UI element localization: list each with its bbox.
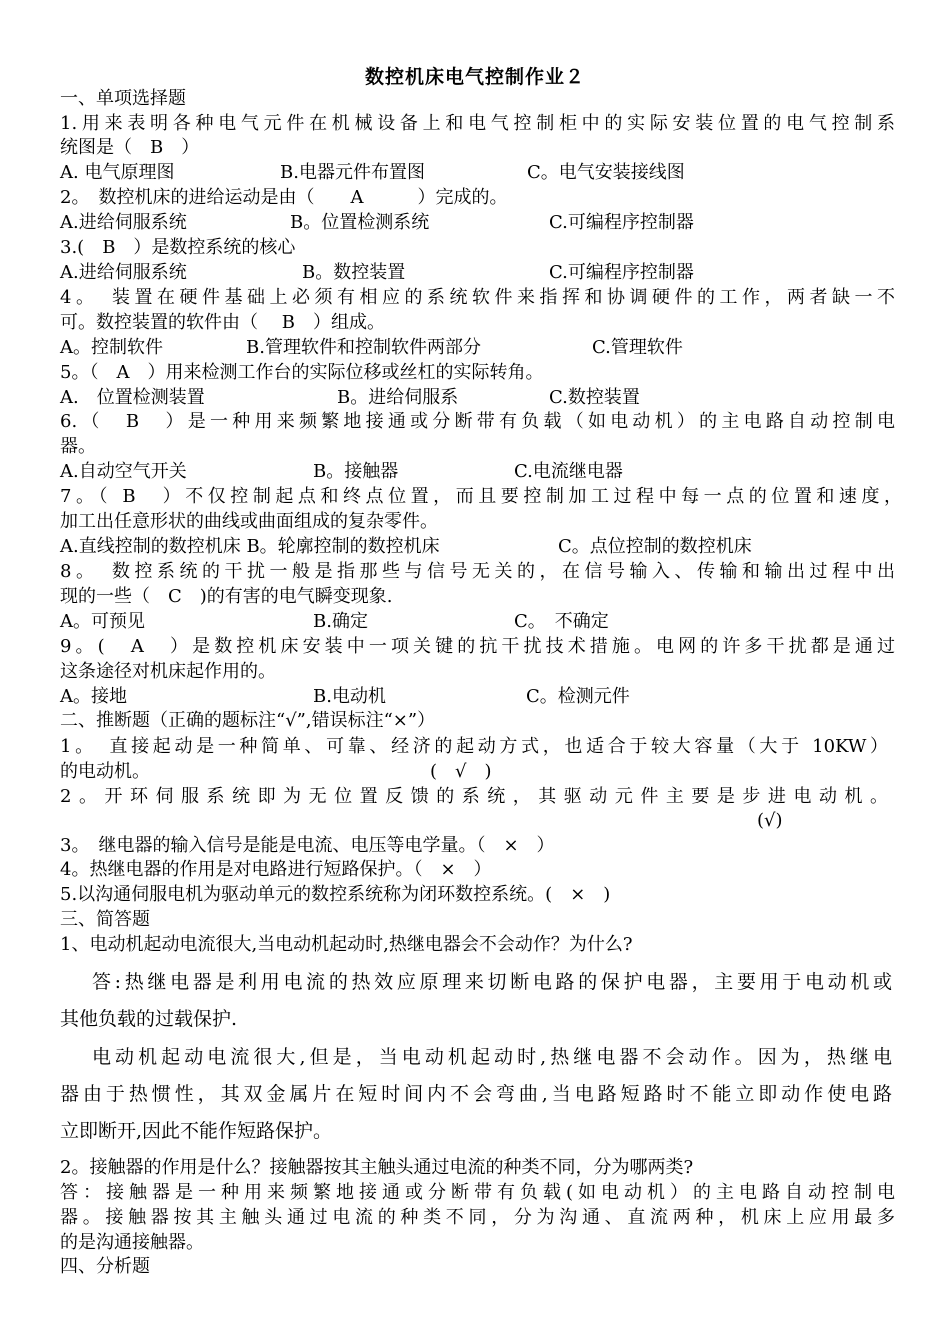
- short-answer-1-answer-line5: 立即断开,因此不能作短路保护。: [60, 1120, 333, 1142]
- short-answer-2-answer-line2: 器。接触器按其主触头通过电流的种类不同，分为沟通、直流两种，机床上应用最多: [60, 1207, 895, 1228]
- question-4-text-cont: 可。数控装置的软件由（ B ）组成。: [60, 312, 385, 333]
- question-5-text: 5。（ A ）用来检测工作台的实际位移或丝杠的实际转角。: [60, 362, 544, 383]
- question-1-text: 1.用来表明各种电气元件在机械设备上和电气控制柜中的实际安装位置的电气控制系: [60, 113, 895, 134]
- question-3-option-c: C.可编程序控制器: [549, 262, 694, 283]
- short-answer-1-question: 1、电动机起动电流很大,当电动机起动时,热继电器会不会动作？为什么?: [60, 934, 633, 955]
- question-7-option-c: C。点位控制的数控机床: [558, 536, 752, 557]
- question-2-option-c: C.可编程序控制器: [549, 212, 694, 233]
- question-3-text: 3.( B ）是数控系统的核心: [60, 237, 296, 258]
- question-9-text: 9。( A ）是数控机床安装中一项关键的抗干扰技术措施。电网的许多干扰都是通过: [60, 636, 895, 657]
- question-9-option-a: A。接地: [60, 686, 127, 707]
- question-4-option-b: B.管理软件和控制软件两部分: [246, 337, 481, 358]
- question-2-option-b: B。位置检测系统: [290, 212, 430, 233]
- question-9-text-cont: 这条途径对机床起作用的。: [60, 661, 276, 682]
- question-7-options-ab: A.直线控制的数控机床 B。轮廓控制的数控机床: [60, 536, 440, 557]
- question-7-text-cont: 加工出任意形状的曲线或曲面组成的复杂零件。: [60, 511, 438, 532]
- short-answer-2-answer-line3: 的是沟通接触器。: [60, 1232, 204, 1253]
- short-answer-2-question: 2。接触器的作用是什么？接触器按其主触头通过电流的种类不同，分为哪两类?: [60, 1157, 694, 1178]
- question-6-text-cont: 器。: [60, 436, 96, 457]
- question-5-option-a: A. 位置检测装置: [60, 387, 205, 408]
- question-8-option-a: A。可预见: [60, 611, 145, 632]
- judgment-4: 4。热继电器的作用是对电路进行短路保护。（ × ）: [60, 859, 492, 880]
- question-4-text: 4。 装置在硬件基础上必须有相应的系统软件来指挥和协调硬件的工作，两者缺一不: [60, 287, 895, 308]
- question-8-text: 8。 数控系统的干扰一般是指那些与信号无关的，在信号输入、传输和输出过程中出: [60, 561, 895, 582]
- short-answer-1-answer-line2: 其他负载的过载保护.: [60, 1008, 238, 1030]
- question-8-option-c: C。 不确定: [514, 611, 609, 632]
- question-6-option-b: B。接触器: [313, 461, 399, 482]
- question-8-text-cont: 现的一些（ C )的有害的电气瞬变现象.: [60, 586, 393, 607]
- page-title: 数控机床电气控制作业２: [364, 66, 585, 88]
- question-6-text: 6.（ B ）是一种用来频繁地接通或分断带有负载（如电动机）的主电路自动控制电: [60, 411, 895, 432]
- judgment-1-answer: ( √ ): [430, 761, 492, 782]
- question-1-option-c: C。电气安装接线图: [527, 162, 685, 183]
- question-7-text: 7。（ B ）不仅控制起点和终点位置，而且要控制加工过程中每一点的位置和速度，: [60, 486, 902, 507]
- question-4-option-a: A。控制软件: [60, 337, 163, 358]
- question-2-text: 2。 数控机床的进给运动是由（ A ）完成的。: [60, 187, 508, 208]
- question-8-option-b: B.确定: [313, 611, 368, 632]
- section-heading-1: 一、单项选择题: [60, 88, 186, 109]
- question-6-option-a: A.自动空气开关: [60, 461, 187, 482]
- question-1-option-a: A. 电气原理图: [60, 162, 175, 183]
- question-5-option-b: B。进给伺服系: [337, 387, 459, 408]
- section-heading-2: 二、推断题（正确的题标注“√”,错误标注“×”）: [60, 710, 436, 731]
- short-answer-1-answer-line4: 器由于热惯性，其双金属片在短时间内不会弯曲,当电路短路时不能立即动作使电路: [60, 1083, 892, 1105]
- short-answer-1-answer-line3: 电动机起动电流很大,但是，当电动机起动时,热继电器不会动作。因为，热继电: [92, 1046, 892, 1068]
- section-heading-4: 四、分析题: [60, 1256, 150, 1277]
- question-9-option-c: C。检测元件: [526, 686, 630, 707]
- question-5-option-c: C.数控装置: [549, 387, 640, 408]
- short-answer-1-answer-line1: 答:热继电器是利用电流的热效应原理来切断电路的保护电器，主要用于电动机或: [92, 971, 892, 993]
- question-9-option-b: B.电动机: [313, 686, 386, 707]
- section-heading-3: 三、简答题: [60, 909, 150, 930]
- judgment-5: 5.以沟通伺服电机为驱动单元的数控系统称为闭环数控系统。( × ): [60, 884, 611, 905]
- question-2-option-a: A.进给伺服系统: [60, 212, 187, 233]
- question-3-option-a: A.进给伺服系统: [60, 262, 187, 283]
- judgment-1-text: 1。 直接起动是一种简单、可靠、经济的起动方式，也适合于较大容量（大于 10KW）: [60, 736, 888, 757]
- question-4-option-c: C.管理软件: [592, 337, 683, 358]
- question-1-option-b: B.电器元件布置图: [280, 162, 425, 183]
- judgment-3: 3。 继电器的输入信号是能是电流、电压等电学量。（ × ）: [60, 835, 555, 856]
- short-answer-2-answer-line1: 答：接触器是一种用来频繁地接通或分断带有负载(如电动机）的主电路自动控制电: [60, 1182, 895, 1203]
- judgment-2-answer: (√): [757, 810, 783, 831]
- question-1-text-cont: 统图是（ B ）: [60, 137, 200, 158]
- question-6-option-c: C.电流继电器: [514, 461, 623, 482]
- judgment-1-text-cont: 的电动机。: [60, 761, 150, 782]
- question-3-option-b: B。数控装置: [302, 262, 406, 283]
- judgment-2-text: 2。开环伺服系统即为无位置反馈的系统，其驱动元件主要是步进电动机。: [60, 786, 888, 807]
